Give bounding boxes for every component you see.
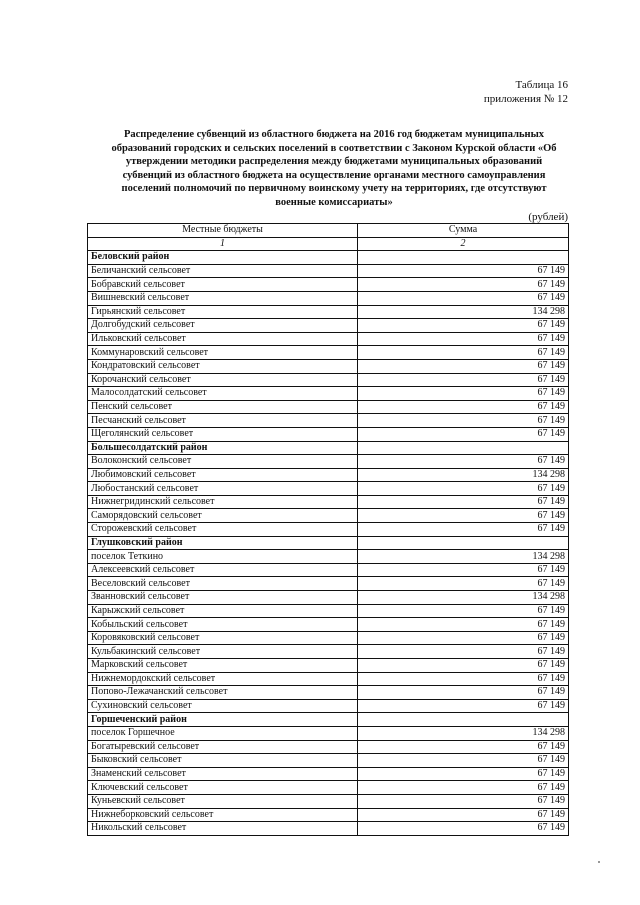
amount-cell: 67 149 (358, 740, 569, 754)
amount-cell: 67 149 (358, 346, 569, 360)
table-row (88, 631, 569, 645)
amount-cell: 67 149 (358, 332, 569, 346)
budget-name: Нижнегридинский сельсовет (88, 495, 358, 509)
table-row (88, 591, 569, 605)
budget-name: Саморядовский сельсовет (88, 509, 358, 523)
amount-cell: 67 149 (358, 455, 569, 469)
budget-name: Богатыревский сельсовет (88, 740, 358, 754)
budget-name: Нижнемордокский сельсовет (88, 672, 358, 686)
table-row (88, 659, 569, 673)
table-header-row (88, 224, 569, 238)
budget-name: поселок Горшечное (88, 726, 358, 740)
budget-name: Кондратовский сельсовет (88, 359, 358, 373)
budget-name: Званновский сельсовет (88, 591, 358, 605)
table-row (88, 754, 569, 768)
district-name: Большесолдатский район (88, 441, 358, 455)
amount-cell: 67 149 (358, 808, 569, 822)
column-number-2: 2 (358, 237, 569, 251)
amount-cell: 67 149 (358, 427, 569, 441)
amount-cell: 67 149 (358, 781, 569, 795)
budget-name: Щеголянский сельсовет (88, 427, 358, 441)
table-row (88, 359, 569, 373)
budget-name: Ключевский сельсовет (88, 781, 358, 795)
budget-name: Малосолдатский сельсовет (88, 387, 358, 401)
table-row (88, 781, 569, 795)
table-row (88, 427, 569, 441)
table-row (88, 672, 569, 686)
amount-cell: 134 298 (358, 468, 569, 482)
table-row (88, 319, 569, 333)
amount-cell: 67 149 (358, 659, 569, 673)
budget-name: Коммунаровский сельсовет (88, 346, 358, 360)
table-row (88, 794, 569, 808)
budget-name: Знаменский сельсовет (88, 767, 358, 781)
amount-cell: 67 149 (358, 495, 569, 509)
scan-speck (598, 861, 600, 863)
header-local-budgets: Местные бюджеты (88, 224, 358, 238)
table-row (88, 699, 569, 713)
table-row (88, 278, 569, 292)
amount-cell: 67 149 (358, 699, 569, 713)
amount-cell: 67 149 (358, 278, 569, 292)
table-row (88, 767, 569, 781)
budget-name: поселок Теткино (88, 550, 358, 564)
table-row (88, 577, 569, 591)
district-row (88, 441, 569, 455)
amount-cell: 134 298 (358, 305, 569, 319)
amount-cell: 67 149 (358, 319, 569, 333)
table-row (88, 305, 569, 319)
table-reference (484, 78, 568, 106)
amount-cell: 67 149 (358, 686, 569, 700)
budget-name: Ильковский сельсовет (88, 332, 358, 346)
column-number-1: 1 (88, 237, 358, 251)
amount-cell: 67 149 (358, 359, 569, 373)
budget-name: Бобравский сельсовет (88, 278, 358, 292)
table-row (88, 686, 569, 700)
district-name: Беловский район (88, 251, 358, 265)
table-row (88, 264, 569, 278)
units-label: (рублей) (528, 211, 568, 223)
budget-name: Нижнеборковский сельсовет (88, 808, 358, 822)
budget-name: Долгобудский сельсовет (88, 319, 358, 333)
table-number: Таблица 16 (515, 79, 568, 91)
amount-cell: 67 149 (358, 672, 569, 686)
amount-cell: 67 149 (358, 414, 569, 428)
amount-cell: 67 149 (358, 509, 569, 523)
amount-cell (358, 536, 569, 550)
amount-cell: 134 298 (358, 550, 569, 564)
table-body (88, 251, 569, 836)
amount-cell: 67 149 (358, 264, 569, 278)
table-row (88, 414, 569, 428)
header-amount: Сумма (358, 224, 569, 238)
table-row (88, 509, 569, 523)
amount-cell: 67 149 (358, 767, 569, 781)
appendix-number: приложения № 12 (483, 93, 568, 105)
table-row (88, 822, 569, 836)
budget-name: Карыжский сельсовет (88, 604, 358, 618)
table-row (88, 645, 569, 659)
amount-cell (358, 713, 569, 727)
district-row (88, 536, 569, 550)
district-row (88, 713, 569, 727)
budget-name: Любимовский сельсовет (88, 468, 358, 482)
amount-cell: 67 149 (358, 400, 569, 414)
table-row (88, 482, 569, 496)
budget-name: Пенский сельсовет (88, 400, 358, 414)
amount-cell: 67 149 (358, 482, 569, 496)
amount-cell: 67 149 (358, 794, 569, 808)
budget-name: Беличанский сельсовет (88, 264, 358, 278)
table-row (88, 373, 569, 387)
district-name: Горшеченский район (88, 713, 358, 727)
budget-name: Куньевский сельсовет (88, 794, 358, 808)
budget-name: Волоконский сельсовет (88, 455, 358, 469)
table-row (88, 740, 569, 754)
budget-name: Быковский сельсовет (88, 754, 358, 768)
amount-cell: 67 149 (358, 631, 569, 645)
budget-name: Вишневский сельсовет (88, 291, 358, 305)
table-row (88, 618, 569, 632)
amount-cell: 67 149 (358, 822, 569, 836)
amount-cell: 67 149 (358, 523, 569, 537)
amount-cell: 134 298 (358, 726, 569, 740)
district-row (88, 251, 569, 265)
budget-name: Кульбакинский сельсовет (88, 645, 358, 659)
budget-table (87, 223, 569, 836)
budget-name: Алексеевский сельсовет (88, 563, 358, 577)
amount-cell: 134 298 (358, 591, 569, 605)
amount-cell: 67 149 (358, 291, 569, 305)
amount-cell: 67 149 (358, 754, 569, 768)
amount-cell: 67 149 (358, 577, 569, 591)
budget-name: Песчанский сельсовет (88, 414, 358, 428)
amount-cell: 67 149 (358, 373, 569, 387)
table-row (88, 332, 569, 346)
amount-cell: 67 149 (358, 645, 569, 659)
budget-name: Кобыльский сельсовет (88, 618, 358, 632)
table-row (88, 495, 569, 509)
table-row (88, 808, 569, 822)
column-number-row (88, 237, 569, 251)
budget-name: Любостанский сельсовет (88, 482, 358, 496)
document-title: Распределение субвенций из областного бюджета на 2016 год бюджетам муниципальных образований городских и сельских поселений в соответствии с Законом Курской области «Об утверждении методики распределения между бюджетами муниципальных образований субвенций из областного бюджета на осуществление органами местного самоуправления поселений полномочий по первичному воинскому учету на территориях, где отсутствуют военные комиссариаты» (111, 129, 557, 208)
amount-cell: 67 149 (358, 563, 569, 577)
amount-cell (358, 441, 569, 455)
budget-name: Попово-Лежачанский сельсовет (88, 686, 358, 700)
table-row (88, 726, 569, 740)
budget-name: Марковский сельсовет (88, 659, 358, 673)
budget-name: Сторожевский сельсовет (88, 523, 358, 537)
amount-cell: 67 149 (358, 387, 569, 401)
budget-name: Гирьянский сельсовет (88, 305, 358, 319)
table-row (88, 550, 569, 564)
table-row (88, 523, 569, 537)
table-row (88, 346, 569, 360)
budget-name: Веселовский сельсовет (88, 577, 358, 591)
budget-name: Корочанский сельсовет (88, 373, 358, 387)
budget-name: Коровяковский сельсовет (88, 631, 358, 645)
budget-name: Сухиновский сельсовет (88, 699, 358, 713)
amount-cell: 67 149 (358, 618, 569, 632)
district-name: Глушковский район (88, 536, 358, 550)
table-row (88, 455, 569, 469)
table-row (88, 604, 569, 618)
amount-cell: 67 149 (358, 604, 569, 618)
table-row (88, 387, 569, 401)
table-row (88, 468, 569, 482)
table-row (88, 400, 569, 414)
table-row (88, 563, 569, 577)
table-row (88, 291, 569, 305)
budget-name: Никольский сельсовет (88, 822, 358, 836)
amount-cell (358, 251, 569, 265)
